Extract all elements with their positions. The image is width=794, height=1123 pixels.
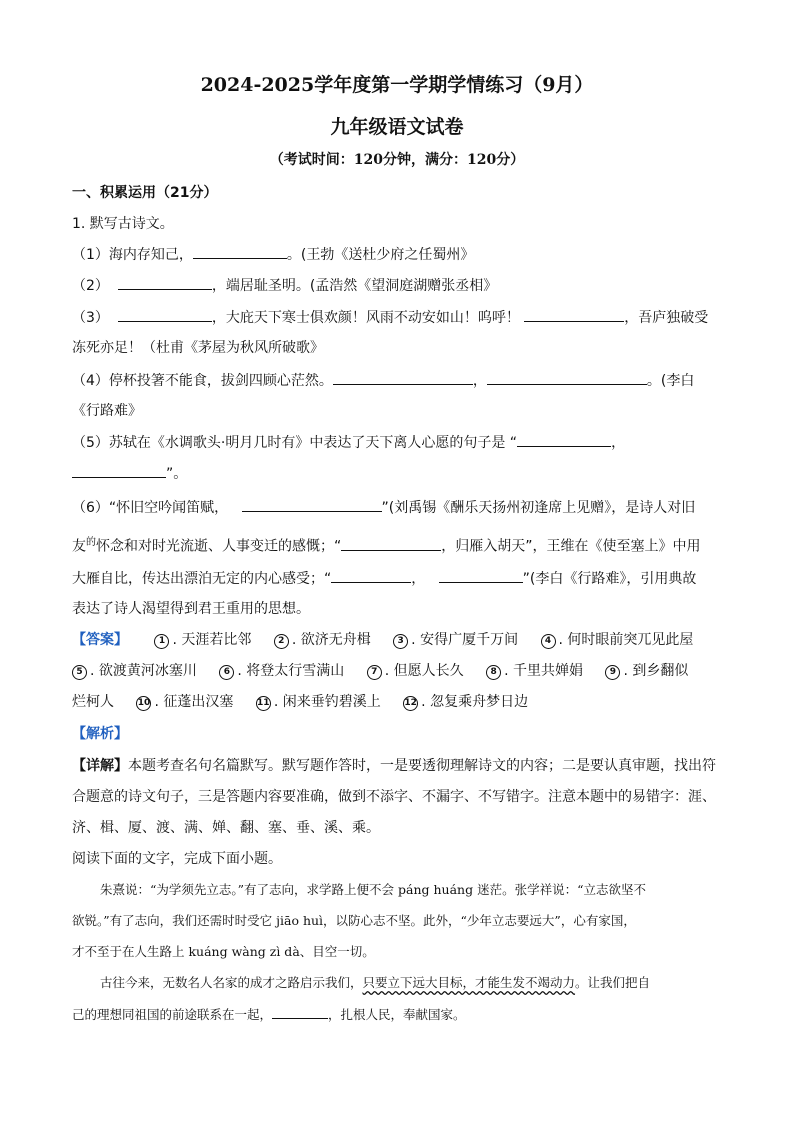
answer-item: 12 . 忽复乘舟梦日边: [404, 694, 529, 710]
answer-blank[interactable]: [72, 463, 166, 478]
answer-item: 10 . 征蓬出汉塞: [137, 694, 234, 710]
passage-line-1: 朱熹说：“为学须先立志。”有了志向，求学路上便不会 páng huáng 迷茫。张学祥说：“立志欲坚不: [100, 882, 646, 897]
passage-line-4: 古往今来，无数名人名家的成才之路启示我们，只要立下远大目标，才能生发不竭动力。让我们把自: [100, 975, 651, 990]
question-1-1: （1）海内存知己， 。(王勃《送杜少府之任蜀州》: [72, 244, 732, 265]
question-1-6-line3: 大雁自比，传达出漂泊无定的内心感受；“ ， ”(李白《行路难》，引用典故: [72, 568, 732, 589]
answer-item: 1 . 天涯若比邻: [154, 630, 251, 650]
answer-label: 【答案】: [72, 632, 128, 648]
answer-item: 11 . 闲来垂钓碧溪上: [257, 694, 381, 710]
answer-item: 7 . 但愿人长久: [367, 661, 464, 681]
answer-blank[interactable]: [272, 1004, 328, 1019]
answer-row-3: [72, 692, 732, 712]
question-intro: 1. 默写古诗文。: [72, 216, 174, 232]
exam-subtitle: 九年级语文试卷: [330, 116, 464, 138]
answer-item: 4 . 何时眼前突兀见此屋: [541, 630, 694, 650]
section-heading: 一、积累运用（21分）: [72, 185, 218, 201]
answer-row-1: [72, 630, 732, 650]
answer-blank[interactable]: [242, 497, 382, 512]
answer-blank[interactable]: [193, 244, 287, 259]
question-1-6-line2: 友$^的$怀念和对时光流逝、人事变迁的感慨；“ ，归雁入胡天”，王维在《使至塞上》中用: [72, 537, 701, 555]
answer-blank[interactable]: [331, 568, 411, 583]
answer-blank[interactable]: [517, 432, 611, 447]
answer-item: 3 . 安得广厦千万间: [393, 630, 518, 650]
exam-title: 2024-2025学年度第一学期学情练习（9月）: [200, 74, 594, 96]
answer-blank[interactable]: [487, 370, 647, 385]
question-1-5: （5）苏轼在《水调歌头·明月几时有》中表达了天下离人心愿的句子是 “ ，: [72, 432, 732, 453]
passage-line-2: 欲锐。”有了志向，我们还需时时受它 jiāo huì，以防心志不坚。此外，“少年立志要远大”，心有家国，: [72, 913, 636, 928]
question-1-4-cont: 《行路难》: [72, 403, 142, 419]
answer-item: 6 . 将登太行雪满山: [219, 661, 344, 681]
answer-item: 2 . 欲济无舟楫: [274, 630, 371, 650]
answer-blank[interactable]: [439, 568, 523, 583]
question-1-3: （3） ，大庇天下寒士俱欢颜！风雨不动安如山！呜呼！ ，吾庐独破受: [72, 307, 732, 328]
analysis-line-2: 合题意的诗文句子，三是答题内容要准确，做到不添字、不漏字、不写错字。注意本题中的易错字：涯、: [72, 789, 716, 805]
question-1-2: （2） ，端居耻圣明。(孟浩然《望洞庭湖赠张丞相》: [72, 275, 732, 296]
answer-item: 5 . 欲渡黄河冰塞川: [72, 661, 197, 681]
passage-line-3: 才不至于在人生路上 kuáng wàng zì dà、目空一切。: [72, 944, 375, 959]
passage-line-5: 己的理想同祖国的前途联系在一起， ，扎根人民，奉献国家。: [72, 1004, 732, 1025]
question-1-5-cont: ”。: [72, 463, 732, 484]
reading-instruction: 阅读下面的文字，完成下面小题。: [72, 851, 282, 867]
answer-blank[interactable]: [118, 307, 212, 322]
question-1-6: （6）“怀旧空吟闻笛赋， ”(刘禹锡《酬乐天扬州初逢席上见赠》，是诗人对旧: [72, 497, 732, 518]
question-1-3-cont: 冻死亦足！（杜甫《茅屋为秋风所破歌》: [72, 340, 324, 356]
analysis-label: 【解析】: [72, 726, 128, 742]
question-1-6-line4: 表达了诗人渴望得到君王重用的思想。: [72, 601, 310, 617]
analysis-line-1: 【详解】本题考查名句名篇默写。默写题作答时，一是要透彻理解诗文的内容；二是要认真审题，找出符: [72, 758, 716, 774]
exam-info: （考试时间：120分钟，满分：120分）: [269, 152, 525, 168]
answer-blank[interactable]: [118, 275, 212, 290]
answer-item: 8 . 千里共婵娟: [486, 661, 583, 681]
answer-row-2: [72, 661, 732, 681]
underlined-sentence: 只要立下远大目标，才能生发不竭动力: [362, 975, 576, 990]
answer-item: 烂柯人: [72, 694, 114, 710]
answer-item: 9 . 到乡翻似: [605, 661, 688, 681]
analysis-line-3: 济、楫、厦、渡、满、婵、翻、塞、垂、溪、乘。: [72, 820, 380, 836]
answer-blank[interactable]: [333, 370, 473, 385]
question-1-4: （4）停杯投箸不能食，拔剑四顾心茫然。 ， 。(李白: [72, 370, 732, 391]
answer-blank[interactable]: [341, 536, 441, 551]
answer-blank[interactable]: [524, 307, 624, 322]
